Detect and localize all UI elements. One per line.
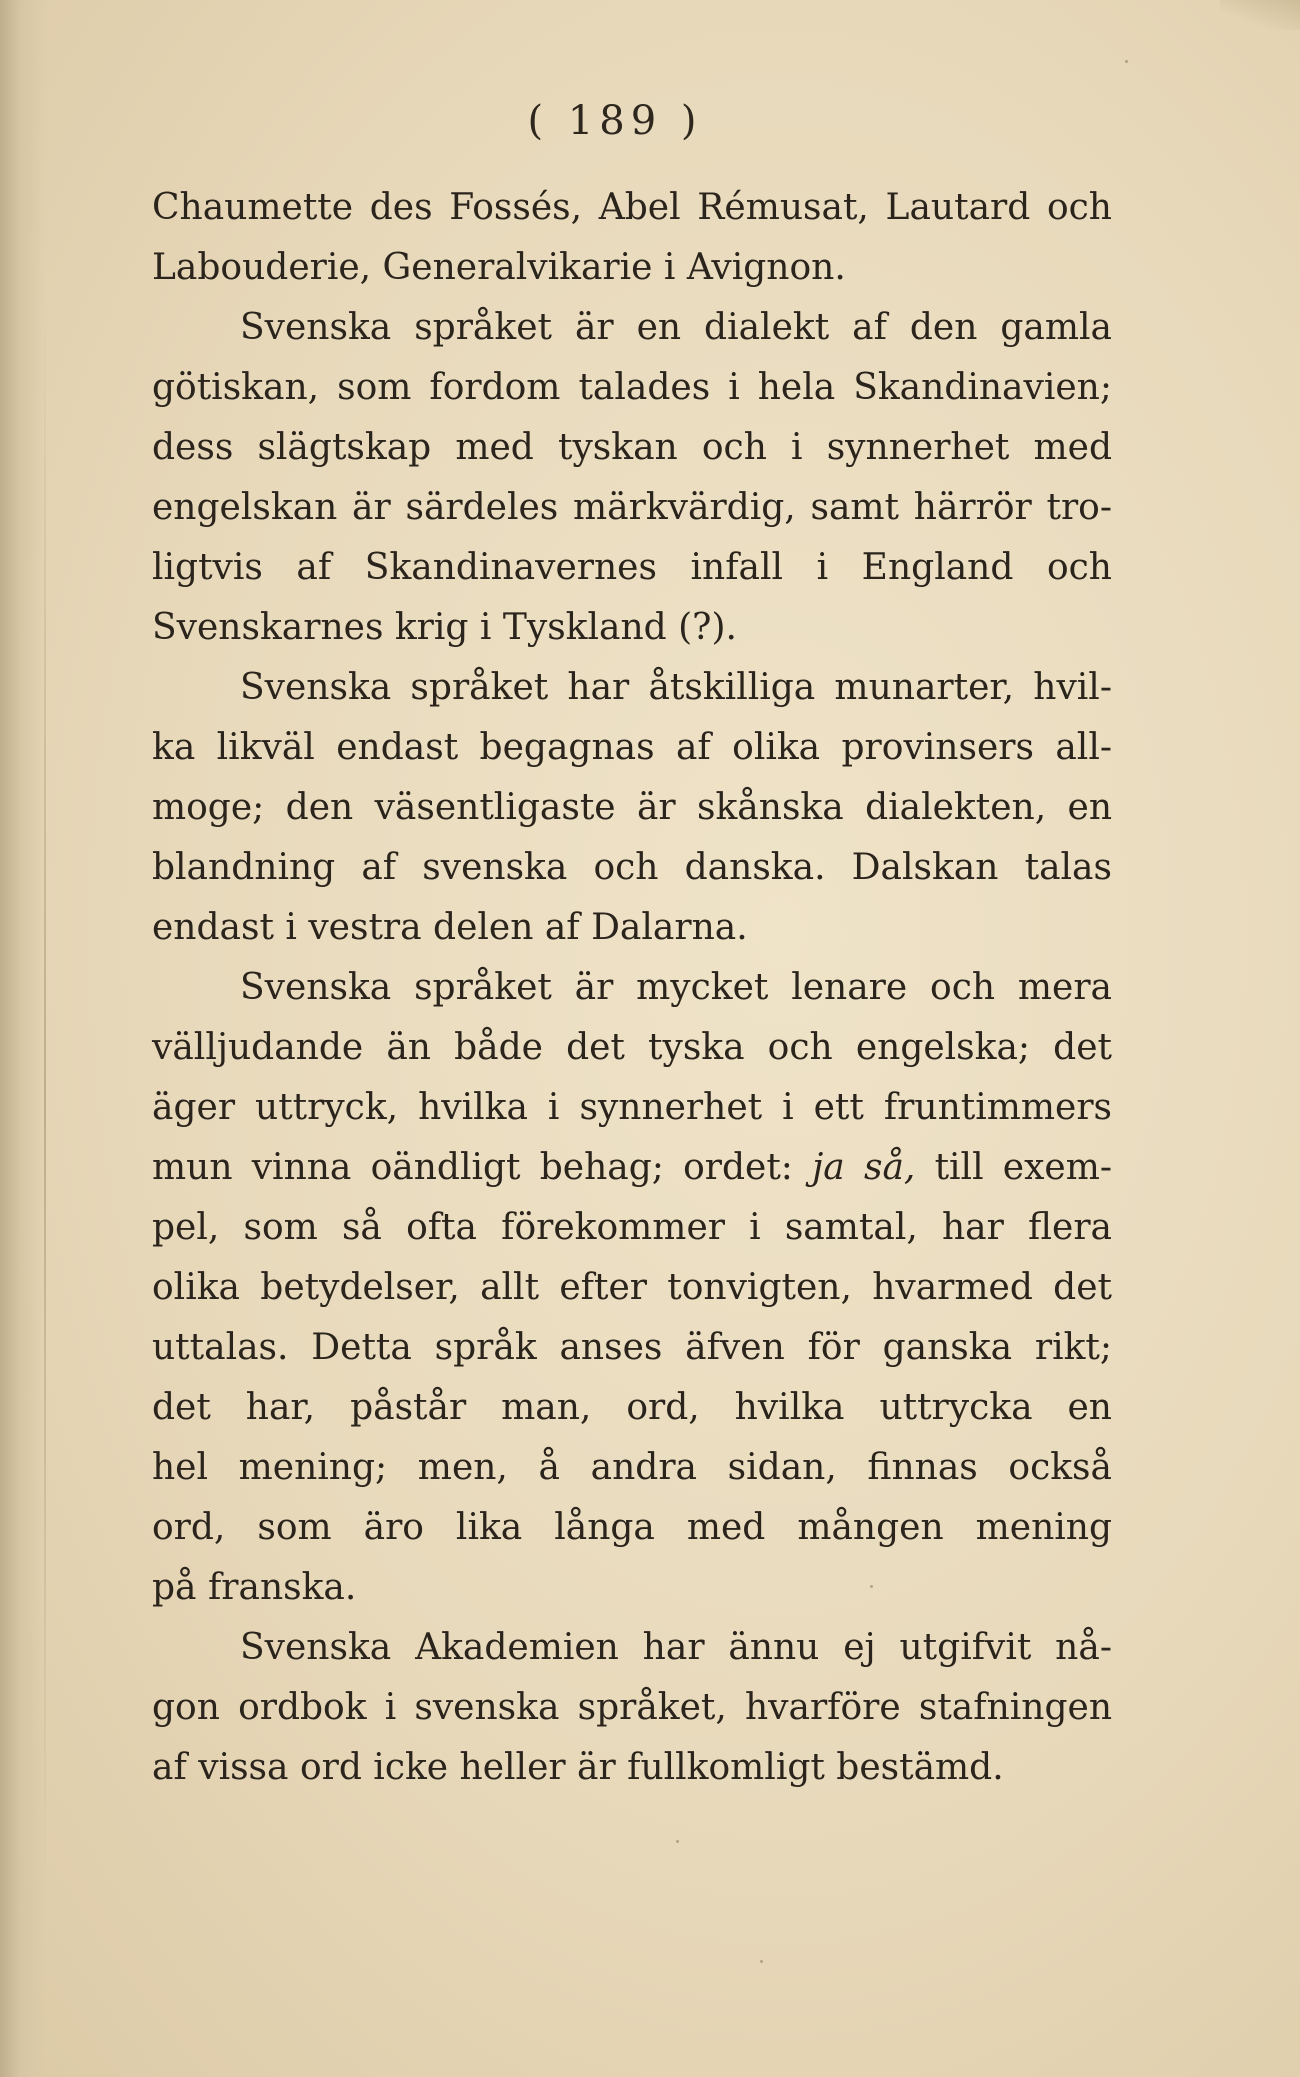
text-line: Svenska språket är mycket lenare och mera bbox=[240, 967, 1112, 1008]
paper-speck bbox=[870, 1585, 873, 1588]
text-line: Chaumette des Fossés, Abel Rémusat, Lautard och bbox=[152, 187, 1112, 228]
paper-speck bbox=[760, 1960, 763, 1963]
text-line: gon ordbok i svenska språket, hvarföre stafningen bbox=[152, 1687, 1112, 1728]
text-line: hel mening; men, å andra sidan, finnas också bbox=[152, 1447, 1112, 1488]
text-segment: till exem- bbox=[934, 1147, 1113, 1188]
text-line: äger uttryck, hvilka i synnerhet i ett fruntimmers bbox=[152, 1087, 1112, 1128]
text-line: Svenska språket har åtskilliga munarter, hvil- bbox=[240, 667, 1112, 708]
text-line: olika betydelser, allt efter tonvigten, hvarmed det bbox=[152, 1267, 1112, 1308]
text-segment: mun vinna oändligt behag; ordet: bbox=[152, 1147, 793, 1188]
text-line: Labouderie, Generalvikarie i Avignon. bbox=[152, 247, 846, 288]
page-number: ( 189 ) bbox=[527, 98, 703, 144]
text-line: Svenskarnes krig i Tyskland (?). bbox=[152, 607, 737, 648]
text-line: dess slägtskap med tyskan och i synnerhet med bbox=[152, 427, 1112, 468]
paper-speck bbox=[1125, 60, 1128, 63]
text-line: ord, som äro lika långa med mången mening bbox=[152, 1507, 1112, 1548]
text-line: på franska. bbox=[152, 1567, 357, 1608]
text-line: uttalas. Detta språk anses äfven för ganska rikt; bbox=[152, 1327, 1112, 1368]
text-line: välljudande än både det tyska och engelska; det bbox=[152, 1027, 1112, 1068]
page-gutter-shadow bbox=[0, 0, 46, 2077]
paper-speck bbox=[676, 1840, 679, 1843]
page-corner-shadow bbox=[1220, 0, 1300, 30]
text-line: af vissa ord icke heller är fullkomligt bestämd. bbox=[152, 1747, 1004, 1788]
text-line: det har, påstår man, ord, hvilka uttrycka en bbox=[152, 1387, 1112, 1428]
text-line: pel, som så ofta förekommer i samtal, har flera bbox=[152, 1207, 1112, 1248]
text-line: Svenska språket är en dialekt af den gamla bbox=[240, 307, 1112, 348]
text-line: ka likväl endast begagnas af olika provinsers all- bbox=[152, 727, 1112, 768]
text-line: Svenska Akademien har ännu ej utgifvit nå- bbox=[240, 1627, 1112, 1668]
text-line: moge; den väsentligaste är skånska dialekten, en bbox=[152, 787, 1112, 828]
text-line: endast i vestra delen af Dalarna. bbox=[152, 907, 748, 948]
gutter-crease bbox=[44, 300, 46, 1900]
text-line: götiskan, som fordom talades i hela Skandinavien; bbox=[152, 367, 1112, 408]
text-line: engelskan är särdeles märkvärdig, samt härrör tro- bbox=[152, 487, 1112, 528]
text-line: ligtvis af Skandinavernes infall i England och bbox=[152, 547, 1112, 588]
body-text bbox=[152, 178, 1112, 1798]
text-line: blandning af svenska och danska. Dalskan talas bbox=[152, 847, 1112, 888]
italic-word: ja så, bbox=[812, 1147, 916, 1188]
text-line-with-italic bbox=[152, 1138, 1112, 1198]
